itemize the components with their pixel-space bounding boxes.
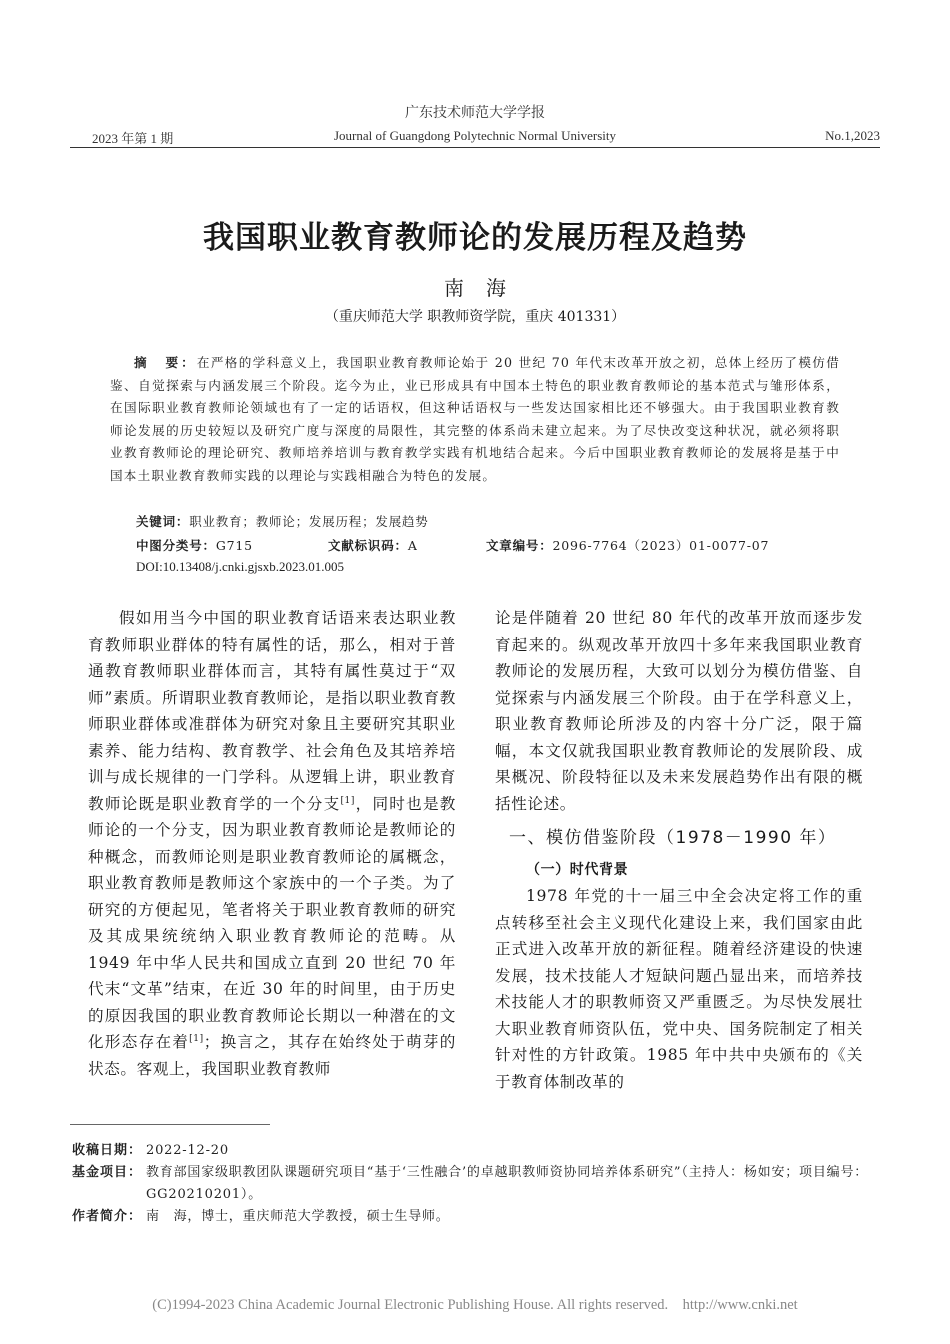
journal-name: 广东技术师范大学学报: [405, 105, 545, 121]
body-paragraph: 论是伴随着 20 世纪 80 年代的改革开放而逐步发育起来的。纵观改革开放四十多年来我国职业教育教师论的发展历程，大致可以划分为模仿借鉴、自觉探索与内涵发展三个阶段。由于在学科意义上，职业教育教师论所涉及的内容十分广泛，限于篇幅，本文仅就我国职业教育教师论的发展阶段、成果概况、阶段特征以及未来发展趋势作出有限的概括性论述。: [495, 609, 863, 813]
keywords: [136, 512, 429, 530]
clc-group: [136, 538, 253, 553]
doc-code-label: 文献标识码：: [328, 538, 408, 553]
body-text: ，同时也是教师论的一个分支，因为职业教育教师论是教师论的种概念，而教师论则是职业教育教师论的属概念，职业教育教师是教师这个家族中的一个子类。为了研究的方便起见，笔者将关于职业教育教师的研究及其成果统统纳入职业教育教师论的范畴。从 1949 年中华人民共和国成立直到 20 世纪 70 年代末“文革”结束，在近 30 年的时间里，由于历史的原因我国的职业教育教师论长期以一种潜在的文化形态存在着: [88, 794, 456, 1051]
doc-code-group: [328, 536, 418, 554]
bio-value: 南 海，博士，重庆师范大学教授，硕士生导师。: [146, 1209, 450, 1224]
keywords-text: 职业教育；教师论；发展历程；发展趋势: [189, 514, 429, 529]
footnotes: [72, 1140, 882, 1228]
section-heading: 一、模仿借鉴阶段（1978－1990 年）: [509, 828, 837, 848]
body-column-right: [495, 605, 863, 1095]
copyright-line: (C)1994-2023 China Academic Journal Electronic Publishing House. All rights reserved. http://www.cnki.net: [152, 1297, 798, 1313]
author-name: 南海: [444, 276, 528, 300]
received-value: 2022-12-20: [146, 1143, 229, 1158]
abstract: [110, 352, 840, 487]
abstract-text: 在严格的学科意义上，我国职业教育教师论始于 20 世纪 70 年代末改革开放之初，总体上经历了模仿借鉴、自觉探索与内涵发展三个阶段。迄今为止，业已形成具有中国本土特色的职业教育教师论的基本范式与雏形体系，在国际职业教育教师论领域也有了一定的话语权，但这种话语权与一些发达国家相比还不够强大。由于我国职业教育教师论发展的历史较短以及研究广度与深度的局限性，其完整的体系尚未建立起来。为了尽快改变这种状况，就必须将职业教育教师论的理论研究、教师培养培训与教育教学实践有机地结合起来。今后中国职业教育教师论的发展将是基于中国本土职业教育教师实践的以理论与实践相融合为特色的发展。: [110, 355, 840, 483]
fund-project: [72, 1162, 882, 1206]
fund-value: 教育部国家级职教团队课题研究项目“基于‘三性融合’的卓越职教师资协同培养体系研究”（主持人：杨如安；项目编号：GG20210201）。: [146, 1165, 869, 1202]
body-text: 假如用当今中国的职业教育话语来表达职业教育教师职业群体的特有属性的话，那么，相对于普通教育教师职业群体而言，其特有属性莫过于“双师”素质。所谓职业教育教师论，是指以职业教育教师职业群体或准群体为研究对象且主要研究其职业素养、能力结构、教育教学、社会角色及其培养培训与成长规律的一门学科。从逻辑上讲，职业教育教师论既是职业教育学的一个分支: [88, 609, 456, 813]
running-header: [70, 128, 880, 148]
paper-title: 我国职业教育教师论的发展历程及趋势: [203, 220, 747, 256]
body-paragraph: 1978 年党的十一届三中全会决定将工作的重点转移至社会主义现代化建设上来，我们国家由此正式进入改革开放的新征程。随着经济建设的快速发展，技术技能人才短缺问题凸显出来，而培养技术技能人才的职教师资又严重匮乏。为尽快发展壮大职业教育师资队伍，党中央、国务院制定了相关针对性的方针政策。1985 年中共中央颁布的《关于教育体制改革的: [495, 887, 863, 1091]
received-label: 收稿日期：: [72, 1143, 143, 1158]
clc-label: 中图分类号：: [136, 538, 216, 553]
citation-ref[interactable]: [1]: [189, 1034, 204, 1044]
doi: DOI:10.13408/j.cnki.gjsxb.2023.01.005: [136, 559, 344, 574]
issue-en: No.1,2023: [825, 128, 880, 143]
issue-cn: 2023 年第 1 期: [92, 131, 174, 146]
bio-label: 作者简介：: [72, 1209, 143, 1224]
footnote-divider: [70, 1124, 270, 1125]
classification-line: [136, 536, 806, 554]
doc-code-value: A: [407, 538, 418, 553]
clc-value: G715: [215, 538, 253, 553]
header-divider: [70, 147, 880, 148]
author-affiliation: （重庆师范大学 职教师资学院，重庆 401331）: [324, 309, 626, 325]
body-paragraph: [88, 605, 456, 1082]
article-number-value: 2096-7764（2023）01-0077-07: [552, 538, 770, 553]
journal-en: Journal of Guangdong Polytechnic Normal University: [334, 128, 616, 143]
article-number-label: 文章编号：: [486, 538, 553, 553]
citation-ref[interactable]: [1]: [340, 795, 355, 806]
subsection-heading: （一）时代背景: [526, 862, 629, 878]
author-bio: [72, 1206, 882, 1228]
body-column-left: [88, 605, 456, 1082]
body-text: ；换言之，其存在始终处于萌芽的状态。客观上，我国职业教育教师: [88, 1033, 456, 1078]
abstract-label: 摘 要：: [134, 355, 197, 370]
received-date: [72, 1140, 882, 1162]
keywords-label: 关键词：: [136, 514, 190, 529]
article-number-group: [486, 536, 769, 554]
fund-label: 基金项目：: [72, 1165, 143, 1180]
